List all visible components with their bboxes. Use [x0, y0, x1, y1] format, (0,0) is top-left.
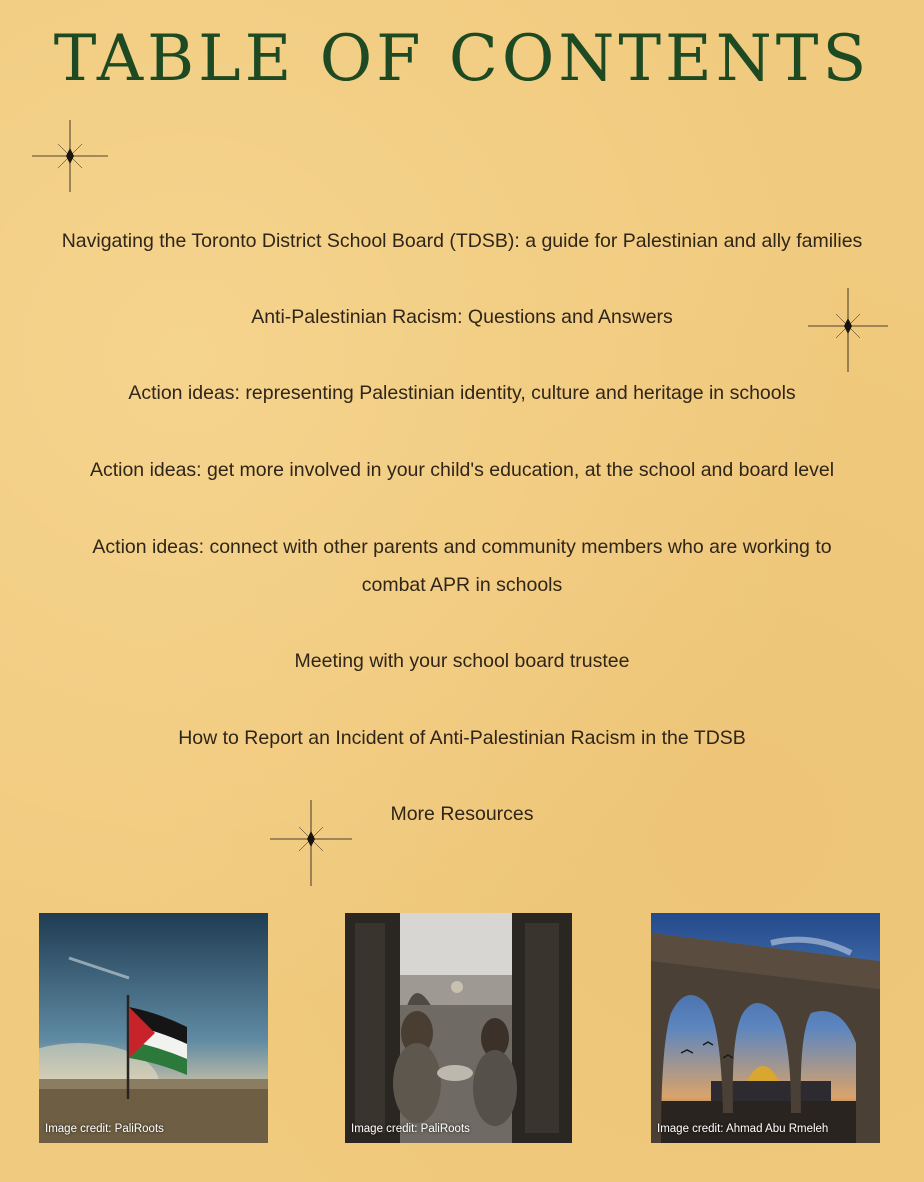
- toc-item-report-incident[interactable]: How to Report an Incident of Anti-Palestinian Racism in the TDSB: [178, 727, 746, 749]
- photo-window-view: [345, 913, 572, 1143]
- photo-dome-of-the-rock-arches: [651, 913, 880, 1143]
- toc-item-apr-qa[interactable]: Anti-Palestinian Racism: Questions and Answers: [251, 306, 673, 328]
- photo-credit: Image credit: PaliRoots: [351, 1123, 470, 1135]
- photo-credit: Image credit: PaliRoots: [45, 1123, 164, 1135]
- toc-item-identity-culture[interactable]: Action ideas: representing Palestinian identity, culture and heritage in schools: [128, 382, 796, 404]
- toc-item-trustee[interactable]: Meeting with your school board trustee: [294, 650, 630, 672]
- toc-item-get-involved[interactable]: Action ideas: get more involved in your child's education, at the school and board level: [89, 459, 835, 481]
- sparkle-icon: [30, 110, 110, 202]
- toc-item-connect-parents[interactable]: Action ideas: connect with other parents and community members who are working to combat APR in schools: [92, 536, 832, 596]
- photo-palestinian-flag: [39, 913, 268, 1143]
- toc-item-tdsb-guide[interactable]: Navigating the Toronto District School Board (TDSB): a guide for Palestinian and ally families: [61, 230, 863, 252]
- page-title: TABLE OF CONTENTS: [53, 22, 871, 96]
- toc-item-more-resources[interactable]: More Resources: [390, 803, 534, 825]
- photo-credit: Image credit: Ahmad Abu Rmeleh: [657, 1123, 829, 1135]
